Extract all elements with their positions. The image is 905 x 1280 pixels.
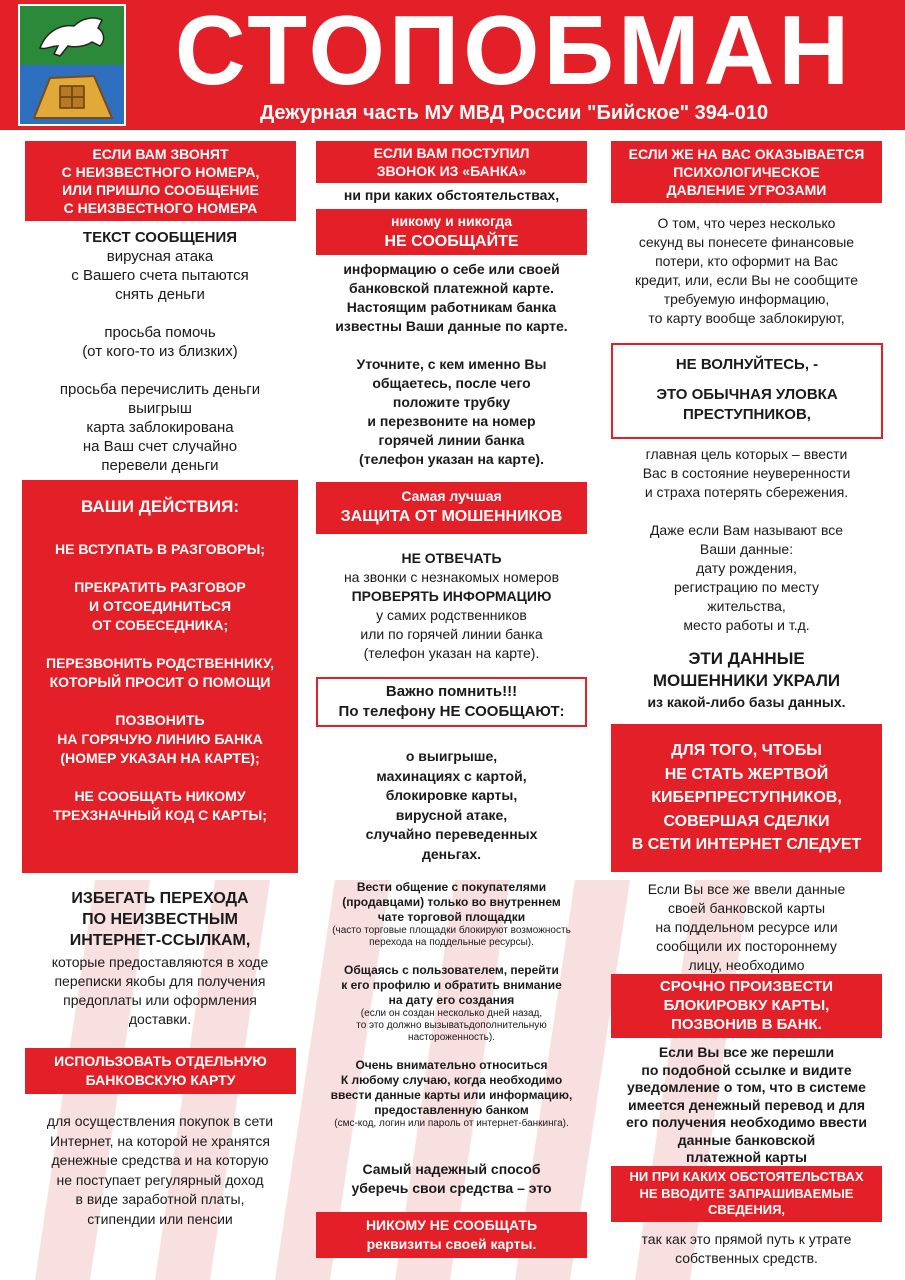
bank-call-box: ЕСЛИ ВАМ ПОСТУПИЛ ЗВОНОК ИЗ «БАНКА»	[316, 141, 587, 183]
circumstances-text: ни при каких обстоятельствах,	[343, 187, 560, 203]
bank-info-text: информацию о себе или своей банковской платежной карте. Настоящим работникам банка известны Ваши данные по карте. Уточните, с кем именно Вы общаетесь, после чего положите трубку и перезвоните на номер горячей линии банка (телефон указан на карте).	[335, 261, 568, 467]
safe-way-text: Самый надежный способ уберечь свои средства – это	[351, 1161, 552, 1196]
message-title: ТЕКСТ СООБЩЕНИЯ	[82, 229, 238, 246]
page-title: СТОПОБМАН	[174, 0, 854, 105]
header-banner	[0, 0, 905, 130]
never-tell-box: никому и никогда НЕ СООБЩАЙТЕ	[316, 209, 587, 255]
tell-no-one-box: НИКОМУ НЕ СООБЩАТЬ реквизиты своей карты.	[316, 1212, 587, 1258]
threat-text: О том, что через несколько секунд вы понесете финансовые потери, кто оформит на Вас кредит, или, если Вы не сообщите требуемую информацию, то карту вообще заблокируют,	[634, 215, 859, 326]
shopping-advice-text: Вести общение с покупателями (продавцами) только во внутреннем чате торговой площадки (часто торговые площадки блокируют возможность перехода на поддельные ресурсы). Общаясь с пользователем, перейти к его профилю и обратить внимание на дату его создания (если он создан несколько дней назад, то это должно вызыватьдополнительную настороженность). Очень внимательно относиться К любому случаю, когда необходимо ввести данные карты или информацию, предоставленную банком (смс-код, логин или пароль от интернет-банкинга).	[330, 880, 573, 1129]
remember-box: Важно помнить!!! По телефону НЕ СООБЩАЮТ:	[316, 677, 587, 727]
biysk-coat-of-arms-icon	[18, 4, 126, 126]
separate-card-box: ИСПОЛЬЗОВАТЬ ОТДЕЛЬНУЮ БАНКОВСКУЮ КАРТУ	[25, 1048, 296, 1094]
never-enter-box: НИ ПРИ КАКИХ ОБСТОЯТЕЛЬСТВАХ НЕ ВВОДИТЕ ЗАПРАШИВАЕМЫЕ СВЕДЕНИЯ,	[611, 1166, 882, 1222]
entered-data-text: Если Вы все же ввели данные своей банковской карты на поддельном ресурсе или сообщили их постороннему лицу, необходимо	[647, 881, 846, 973]
block-card-box: СРОЧНО ПРОИЗВЕСТИ БЛОКИРОВКУ КАРТЫ, ПОЗВОНИВ В БАНК.	[611, 974, 882, 1038]
actions-title: ВАШИ ДЕЙСТВИЯ:	[80, 497, 239, 516]
criminal-goal-text: главная цель которых – ввести Вас в состояние неуверенности и страха потерять сбережения. Даже если Вам называют все Ваши данные: дату рождения, регистрацию по месту жительства, место работы и т.д.	[642, 446, 851, 633]
unknown-number-box: ЕСЛИ ВАМ ЗВОНЯТ С НЕИЗВЕСТНОГО НОМЕРА, ИЛИ ПРИШЛО СООБЩЕНИЕ С НЕИЗВЕСТНОГО НОМЕРА	[25, 141, 296, 221]
followed-link-text: Если Вы все же перешли по подобной ссылке и видите уведомление о том, что в системе имеется денежный перевод и для его получения необходимо ввести данные банковской платежной карты	[626, 1044, 867, 1165]
avoid-links-block: ИЗБЕГАТЬ ПЕРЕХОДА ПО НЕИЗВЕСТНЫМ ИНТЕРНЕТ-ССЫЛКАМ, которые предоставляются в ходе переписки якобы для получения предоплаты или оформления доставки.	[51, 890, 269, 1027]
stolen-data-text: ЭТИ ДАННЫЕ МОШЕННИКИ УКРАЛИ из какой-либо базы данных.	[647, 649, 846, 710]
separate-card-text: для осуществления покупок в сети Интернет, на которой не хранятся денежные средства и на которую не поступает регулярный доход в виде заработной платы, стипендии или пенсии	[46, 1113, 274, 1227]
cyber-criminals-box: ДЛЯ ТОГО, ЧТОБЫ НЕ СТАТЬ ЖЕРТВОЙ КИБЕРПРЕСТУПНИКОВ, СОВЕРШАЯ СДЕЛКИ В СЕТИ ИНТЕРНЕТ СЛЕДУЕТ	[611, 724, 882, 872]
page-subtitle: Дежурная часть МУ МВД России "Бийское" 394-010	[259, 102, 769, 124]
psychological-pressure-box: ЕСЛИ ЖЕ НА ВАС ОКАЗЫВАЕТСЯ ПСИХОЛОГИЧЕСКОЕ ДАВЛЕНИЕ УГРОЗАМИ	[611, 141, 882, 203]
message-text-block: ТЕКСТ СООБЩЕНИЯ вирусная атака с Вашего счета пытаются снять деньги просьба помочь (от кого-то из близких) просьба перечислить деньги выигрыш карта заблокирована на Ваш счет случайно перевели деньги	[22, 228, 298, 475]
best-protection-text: НЕ ОТВЕЧАТЬ на звонки с незнакомых номеров ПРОВЕРЯТЬ ИНФОРМАЦИЮ у самих родственников или по горячей линии банка (телефон указан на карте).	[343, 550, 560, 661]
remember-text: о выигрыше, махинациях с картой, блокировке карты, вирусной атаке, случайно переведенных деньгах.	[365, 748, 538, 862]
best-protection-box: Самая лучшая ЗАЩИТА ОТ МОШЕННИКОВ	[316, 482, 587, 534]
your-actions-box: ВАШИ ДЕЙСТВИЯ: НЕ ВСТУПАТЬ В РАЗГОВОРЫ; ПРЕКРАТИТЬ РАЗГОВОР И ОТСОЕДИНИТЬСЯ ОТ СОБЕСЕДНИКА; ПЕРЕЗВОНИТЬ РОДСТВЕННИКУ, КОТОРЫЙ ПРОСИТ О ПОМОЩИ ПОЗВОНИТЬ НА ГОРЯЧУЮ ЛИНИЮ БАНКА (НОМЕР УКАЗАН НА КАРТЕ); НЕ СООБЩАТЬ НИКОМУ ТРЕХЗНАЧНЫЙ КОД С КАРТЫ;	[22, 480, 298, 873]
direct-loss-text: так как это прямой путь к утрате собственных средств.	[641, 1231, 852, 1266]
dont-worry-box: НЕ ВОЛНУЙТЕСЬ, - ЭТО ОБЫЧНАЯ УЛОВКА ПРЕСТУПНИКОВ,	[611, 343, 883, 439]
